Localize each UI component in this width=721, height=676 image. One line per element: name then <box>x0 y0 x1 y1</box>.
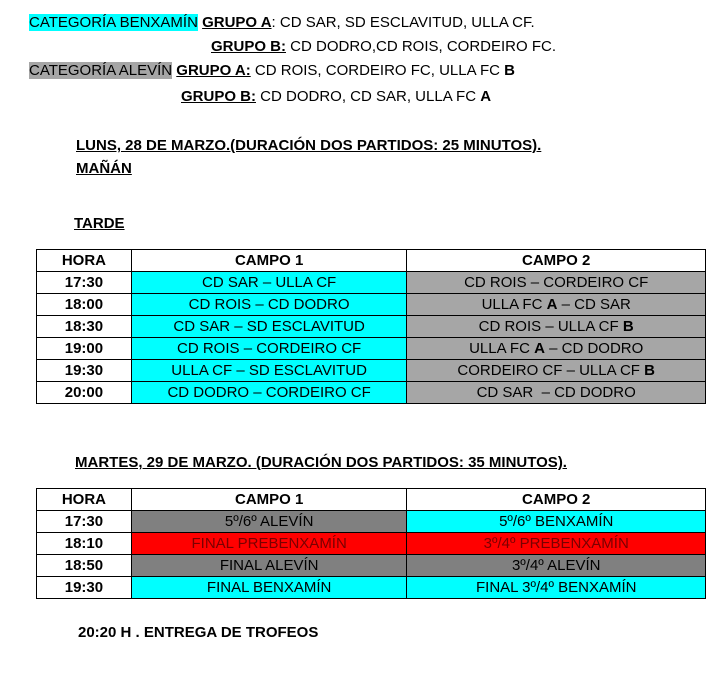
day2-heading: MARTES, 29 DE MARZO. (DURACIÓN DOS PARTIDOS: 35 MINUTOS). <box>75 454 567 471</box>
campo2-cell: CORDEIRO CF – ULLA CF B <box>407 360 706 382</box>
table-row <box>37 382 706 404</box>
benxamin-group-b-line <box>211 38 556 55</box>
hora-cell: 17:30 <box>37 511 132 533</box>
alevin-group-b-label: GRUPO B: <box>181 88 256 105</box>
campo2-cell: CD ROIS – ULLA CF B <box>407 316 706 338</box>
day1-morning: MAÑÁN <box>76 160 132 177</box>
header-campo-1: CAMPO 1 <box>131 489 407 511</box>
day1-schedule-table <box>36 249 706 404</box>
campo1-cell: CD ROIS – CORDEIRO CF <box>131 338 407 360</box>
hora-cell: 18:30 <box>37 316 132 338</box>
alevin-group-a-line <box>29 62 515 79</box>
day1-heading: LUNS, 28 DE MARZO.(DURACIÓN DOS PARTIDOS: 25 MINUTOS). <box>76 137 542 154</box>
table-row <box>37 272 706 294</box>
campo2-cell: 5º/6º BENXAMÍN <box>407 511 706 533</box>
campo2-cell: ULLA FC A – CD DODRO <box>407 338 706 360</box>
campo2-cell: FINAL 3º/4º BENXAMÍN <box>407 577 706 599</box>
alevin-group-a-suffix: B <box>504 62 515 79</box>
table-header-row <box>37 250 706 272</box>
hora-cell: 18:10 <box>37 533 132 555</box>
trophy-ceremony-note: 20:20 H . ENTREGA DE TROFEOS <box>78 624 319 641</box>
table-row <box>37 316 706 338</box>
header-hora: HORA <box>37 250 132 272</box>
day2-schedule-table <box>36 488 706 599</box>
day1-afternoon: TARDE <box>74 215 125 232</box>
table-row <box>37 511 706 533</box>
benxamin-group-a-teams: : CD SAR, SD ESCLAVITUD, ULLA CF. <box>271 14 535 31</box>
table-header-row <box>37 489 706 511</box>
campo1-cell: CD SAR – ULLA CF <box>131 272 407 294</box>
campo2-cell: CD SAR – CD DODRO <box>407 382 706 404</box>
hora-cell: 19:30 <box>37 360 132 382</box>
campo1-cell: 5º/6º ALEVÍN <box>131 511 407 533</box>
header-campo-2: CAMPO 2 <box>407 489 706 511</box>
campo1-cell: CD DODRO – CORDEIRO CF <box>131 382 407 404</box>
table-row <box>37 294 706 316</box>
campo1-cell: ULLA CF – SD ESCLAVITUD <box>131 360 407 382</box>
campo1-cell: CD ROIS – CD DODRO <box>131 294 407 316</box>
hora-cell: 17:30 <box>37 272 132 294</box>
category-benxamin: CATEGORÍA BENXAMÍN <box>29 14 198 31</box>
table-row <box>37 555 706 577</box>
campo1-cell: FINAL BENXAMÍN <box>131 577 407 599</box>
table-row <box>37 577 706 599</box>
alevin-group-b-line <box>181 88 491 105</box>
campo2-cell: ULLA FC A – CD SAR <box>407 294 706 316</box>
hora-cell: 19:30 <box>37 577 132 599</box>
campo1-cell: FINAL ALEVÍN <box>131 555 407 577</box>
header-campo-2: CAMPO 2 <box>407 250 706 272</box>
benxamin-group-a-label: GRUPO A <box>202 14 272 31</box>
benxamin-group-a-line <box>29 14 535 31</box>
header-hora: HORA <box>37 489 132 511</box>
hora-cell: 18:50 <box>37 555 132 577</box>
campo2-cell: 3º/4º ALEVÍN <box>407 555 706 577</box>
table-row <box>37 533 706 555</box>
hora-cell: 18:00 <box>37 294 132 316</box>
benxamin-group-b-label: GRUPO B: <box>211 38 286 55</box>
alevin-group-a-label: GRUPO A: <box>176 62 251 79</box>
campo1-cell: CD SAR – SD ESCLAVITUD <box>131 316 407 338</box>
header-campo-1: CAMPO 1 <box>131 250 407 272</box>
table-row <box>37 338 706 360</box>
alevin-group-a-teams: CD ROIS, CORDEIRO FC, ULLA FC <box>250 62 505 79</box>
campo1-cell: FINAL PREBENXAMÍN <box>131 533 407 555</box>
category-alevin: CATEGORÍA ALEVÍN <box>29 62 173 79</box>
hora-cell: 20:00 <box>37 382 132 404</box>
alevin-group-b-suffix: A <box>480 88 492 105</box>
hora-cell: 19:00 <box>37 338 132 360</box>
alevin-group-b-teams: CD DODRO, CD SAR, ULLA FC <box>256 88 481 105</box>
benxamin-group-b-teams: CD DODRO,CD ROIS, CORDEIRO FC. <box>286 38 557 55</box>
campo2-cell: CD ROIS – CORDEIRO CF <box>407 272 706 294</box>
table-row <box>37 360 706 382</box>
campo2-cell: 3º/4º PREBENXAMÍN <box>407 533 706 555</box>
